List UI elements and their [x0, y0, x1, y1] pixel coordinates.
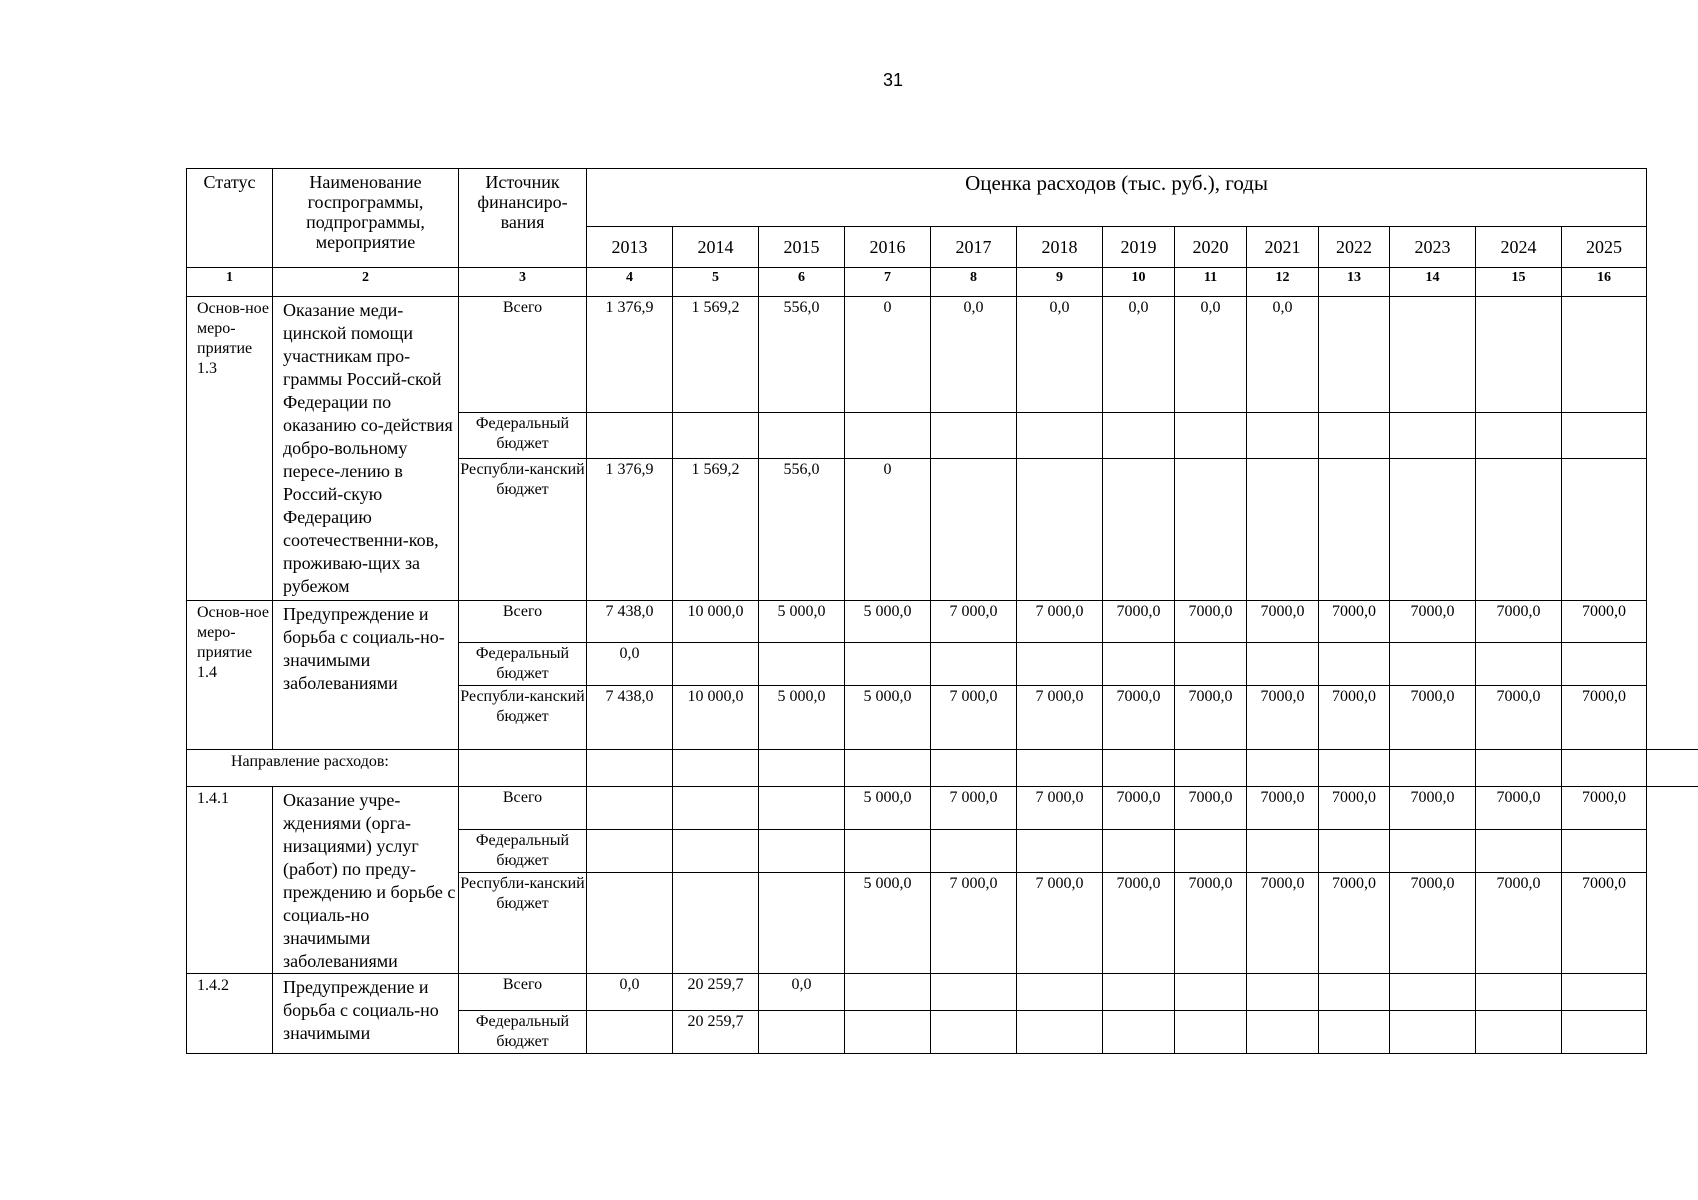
- year-header-2021: 2021: [1247, 227, 1319, 268]
- value-cell-2021: [1247, 830, 1319, 873]
- value-cell-2018: [1017, 413, 1103, 459]
- value-cell-2019: [1103, 643, 1175, 686]
- direction-empty-cell: [1017, 750, 1103, 787]
- value-cell-2023: 7000,0: [1390, 787, 1476, 830]
- direction-empty-cell: [931, 750, 1017, 787]
- value-cell-2016: [845, 830, 931, 873]
- value-cell-2014: [673, 787, 759, 830]
- value-cell-2017: [931, 413, 1017, 459]
- value-cell-2014: [673, 873, 759, 974]
- value-cell-2018: [1017, 830, 1103, 873]
- value-cell-2019: 7000,0: [1103, 601, 1175, 643]
- value-cell-2024: 7000,0: [1476, 686, 1562, 750]
- value-cell-2018: [1017, 643, 1103, 686]
- value-cell-2021: 0,0: [1247, 297, 1319, 413]
- value-cell-2020: [1175, 1011, 1247, 1054]
- header-name: Наименование госпрограммы, подпрограммы, мероприятие: [273, 169, 459, 268]
- row-status: Основ-ное меро-приятие 1.3: [187, 297, 273, 601]
- direction-empty-cell: [845, 750, 931, 787]
- column-number: 5: [673, 268, 759, 297]
- source-federal: Федеральный бюджет: [459, 830, 587, 873]
- value-cell-2024: [1476, 297, 1562, 413]
- value-cell-2015: [759, 1011, 845, 1054]
- value-cell-2023: [1390, 413, 1476, 459]
- value-cell-2025: [1562, 830, 1647, 873]
- source-federal: Федеральный бюджет: [459, 643, 587, 686]
- row-name: Оказание учре-ждениями (орга-низациями) услуг (работ) по преду-преждению и борьбе с социаль-но значимыми заболеваниями: [273, 787, 459, 974]
- value-cell-2013: 1 376,9: [587, 459, 673, 601]
- value-cell-2014: 1 569,2: [673, 459, 759, 601]
- value-cell-2014: 10 000,0: [673, 686, 759, 750]
- header-source: Источник финансиро-вания: [459, 169, 587, 268]
- year-header-2013: 2013: [587, 227, 673, 268]
- value-cell-2024: 7000,0: [1476, 787, 1562, 830]
- direction-empty-cell: [1390, 750, 1476, 787]
- direction-empty-cell: [673, 750, 759, 787]
- value-cell-2016: 5 000,0: [845, 873, 931, 974]
- value-cell-2024: [1476, 413, 1562, 459]
- value-cell-2014: [673, 830, 759, 873]
- value-cell-2023: [1390, 643, 1476, 686]
- value-cell-2022: 7000,0: [1319, 873, 1390, 974]
- value-cell-2017: 7 000,0: [931, 873, 1017, 974]
- value-cell-2015: [759, 787, 845, 830]
- table-row: [187, 601, 1647, 643]
- value-cell-2016: [845, 413, 931, 459]
- value-cell-2016: 0: [845, 297, 931, 413]
- value-cell-2016: 5 000,0: [845, 686, 931, 750]
- row-status: 1.4.1: [187, 787, 273, 974]
- table-body: [187, 297, 1647, 1054]
- value-cell-2023: [1390, 974, 1476, 1011]
- value-cell-2019: [1103, 830, 1175, 873]
- value-cell-2022: [1319, 830, 1390, 873]
- value-cell-2017: [931, 459, 1017, 601]
- value-cell-2020: 7000,0: [1175, 873, 1247, 974]
- value-cell-2020: [1175, 643, 1247, 686]
- value-cell-2021: 7000,0: [1247, 686, 1319, 750]
- value-cell-2013: [587, 1011, 673, 1054]
- value-cell-2021: [1247, 643, 1319, 686]
- value-cell-2021: [1247, 413, 1319, 459]
- table-row: [187, 787, 1647, 830]
- value-cell-2024: [1476, 830, 1562, 873]
- column-number: 7: [845, 268, 931, 297]
- value-cell-2013: 1 376,9: [587, 297, 673, 413]
- value-cell-2013: [587, 873, 673, 974]
- value-cell-2019: [1103, 459, 1175, 601]
- value-cell-2021: 7000,0: [1247, 787, 1319, 830]
- year-header-2014: 2014: [673, 227, 759, 268]
- column-number: 1: [187, 268, 273, 297]
- direction-empty-cell: [459, 750, 587, 787]
- table-row: [187, 297, 1647, 413]
- value-cell-2018: 7 000,0: [1017, 787, 1103, 830]
- source-republic: Республи-канский бюджет: [459, 459, 587, 601]
- value-cell-2023: [1390, 1011, 1476, 1054]
- direction-row-extension-top: [1644, 749, 1698, 750]
- value-cell-2017: 7 000,0: [931, 787, 1017, 830]
- value-cell-2022: [1319, 459, 1390, 601]
- value-cell-2015: [759, 873, 845, 974]
- value-cell-2013: 0,0: [587, 643, 673, 686]
- value-cell-2022: [1319, 1011, 1390, 1054]
- value-cell-2023: [1390, 459, 1476, 601]
- value-cell-2015: 0,0: [759, 974, 845, 1011]
- value-cell-2019: [1103, 1011, 1175, 1054]
- value-cell-2025: [1562, 974, 1647, 1011]
- value-cell-2022: [1319, 974, 1390, 1011]
- value-cell-2014: 1 569,2: [673, 297, 759, 413]
- source-federal: Федеральный бюджет: [459, 413, 587, 459]
- value-cell-2020: 7000,0: [1175, 787, 1247, 830]
- direction-empty-cell: [1562, 750, 1647, 787]
- column-number: 10: [1103, 268, 1175, 297]
- column-number: 15: [1476, 268, 1562, 297]
- value-cell-2016: 5 000,0: [845, 787, 931, 830]
- value-cell-2024: [1476, 974, 1562, 1011]
- column-number: 16: [1562, 268, 1647, 297]
- value-cell-2016: 0: [845, 459, 931, 601]
- value-cell-2017: [931, 643, 1017, 686]
- year-header-2016: 2016: [845, 227, 931, 268]
- value-cell-2022: 7000,0: [1319, 686, 1390, 750]
- value-cell-2020: 7000,0: [1175, 686, 1247, 750]
- value-cell-2015: 5 000,0: [759, 601, 845, 643]
- page-number: 31: [882, 70, 904, 90]
- value-cell-2019: [1103, 413, 1175, 459]
- value-cell-2024: [1476, 459, 1562, 601]
- value-cell-2022: 7000,0: [1319, 601, 1390, 643]
- year-header-2023: 2023: [1390, 227, 1476, 268]
- direction-row: [187, 750, 1647, 787]
- value-cell-2020: [1175, 459, 1247, 601]
- value-cell-2022: [1319, 297, 1390, 413]
- direction-empty-cell: [1476, 750, 1562, 787]
- value-cell-2013: 0,0: [587, 974, 673, 1011]
- value-cell-2021: [1247, 459, 1319, 601]
- source-total: Всего: [459, 787, 587, 830]
- value-cell-2014: [673, 643, 759, 686]
- value-cell-2022: [1319, 643, 1390, 686]
- column-number: 8: [931, 268, 1017, 297]
- column-number: 9: [1017, 268, 1103, 297]
- value-cell-2018: [1017, 459, 1103, 601]
- year-header-2019: 2019: [1103, 227, 1175, 268]
- value-cell-2020: 0,0: [1175, 297, 1247, 413]
- source-federal: Федеральный бюджет: [459, 1011, 587, 1054]
- value-cell-2025: [1562, 643, 1647, 686]
- value-cell-2023: [1390, 297, 1476, 413]
- value-cell-2018: 7 000,0: [1017, 873, 1103, 974]
- value-cell-2018: [1017, 974, 1103, 1011]
- value-cell-2015: [759, 830, 845, 873]
- value-cell-2017: [931, 974, 1017, 1011]
- source-republic: Республи-канский бюджет: [459, 873, 587, 974]
- header-expense-title: Оценка расходов (тыс. руб.), годы: [587, 169, 1647, 227]
- direction-empty-cell: [1247, 750, 1319, 787]
- column-number: 11: [1175, 268, 1247, 297]
- row-status: Основ-ное меро-приятие 1.4: [187, 601, 273, 750]
- column-number: 3: [459, 268, 587, 297]
- year-header-2015: 2015: [759, 227, 845, 268]
- direction-empty-cell: [1103, 750, 1175, 787]
- year-header-2017: 2017: [931, 227, 1017, 268]
- value-cell-2017: [931, 830, 1017, 873]
- value-cell-2017: 7 000,0: [931, 686, 1017, 750]
- value-cell-2018: 7 000,0: [1017, 686, 1103, 750]
- year-header-2025: 2025: [1562, 227, 1647, 268]
- value-cell-2016: [845, 643, 931, 686]
- year-header-2022: 2022: [1319, 227, 1390, 268]
- value-cell-2025: [1562, 459, 1647, 601]
- value-cell-2019: 7000,0: [1103, 873, 1175, 974]
- value-cell-2013: 7 438,0: [587, 686, 673, 750]
- value-cell-2018: [1017, 1011, 1103, 1054]
- source-total: Всего: [459, 601, 587, 643]
- value-cell-2020: 7000,0: [1175, 601, 1247, 643]
- value-cell-2025: [1562, 1011, 1647, 1054]
- value-cell-2024: [1476, 643, 1562, 686]
- row-status: 1.4.2: [187, 974, 273, 1054]
- value-cell-2024: 7000,0: [1476, 873, 1562, 974]
- value-cell-2020: [1175, 830, 1247, 873]
- value-cell-2025: 7000,0: [1562, 787, 1647, 830]
- direction-label: Направление расходов:: [187, 750, 459, 787]
- value-cell-2023: 7000,0: [1390, 601, 1476, 643]
- value-cell-2016: [845, 974, 931, 1011]
- direction-empty-cell: [1319, 750, 1390, 787]
- column-number: 14: [1390, 268, 1476, 297]
- value-cell-2013: [587, 830, 673, 873]
- value-cell-2020: [1175, 413, 1247, 459]
- source-total: Всего: [459, 297, 587, 413]
- value-cell-2016: 5 000,0: [845, 601, 931, 643]
- year-header-2024: 2024: [1476, 227, 1562, 268]
- column-numbers-row: [187, 268, 1647, 297]
- value-cell-2015: 556,0: [759, 297, 845, 413]
- direction-row-extension-bottom: [1644, 786, 1698, 787]
- value-cell-2025: 7000,0: [1562, 686, 1647, 750]
- value-cell-2025: [1562, 297, 1647, 413]
- value-cell-2022: [1319, 413, 1390, 459]
- row-name: Оказание меди-цинской помощи участникам про-граммы Россий-ской Федерации по оказанию со-действия добро-вольному пересе-лению в Россий-скую Федерацию соотечественни-ков, проживаю-щих за рубежом: [273, 297, 459, 601]
- value-cell-2024: [1476, 1011, 1562, 1054]
- value-cell-2013: [587, 413, 673, 459]
- value-cell-2025: 7000,0: [1562, 873, 1647, 974]
- value-cell-2019: 7000,0: [1103, 787, 1175, 830]
- source-total: Всего: [459, 974, 587, 1011]
- value-cell-2015: [759, 643, 845, 686]
- budget-table: [186, 168, 1647, 1054]
- value-cell-2019: 0,0: [1103, 297, 1175, 413]
- value-cell-2015: 556,0: [759, 459, 845, 601]
- column-number: 2: [273, 268, 459, 297]
- row-name: Предупреждение и борьба с социаль-но значимыми: [273, 974, 459, 1054]
- direction-empty-cell: [1175, 750, 1247, 787]
- value-cell-2014: 10 000,0: [673, 601, 759, 643]
- value-cell-2018: 0,0: [1017, 297, 1103, 413]
- value-cell-2024: 7000,0: [1476, 601, 1562, 643]
- value-cell-2013: [587, 787, 673, 830]
- value-cell-2017: [931, 1011, 1017, 1054]
- value-cell-2015: 5 000,0: [759, 686, 845, 750]
- value-cell-2014: 20 259,7: [673, 1011, 759, 1054]
- value-cell-2020: [1175, 974, 1247, 1011]
- value-cell-2023: 7000,0: [1390, 873, 1476, 974]
- value-cell-2023: 7000,0: [1390, 686, 1476, 750]
- value-cell-2017: 7 000,0: [931, 601, 1017, 643]
- value-cell-2021: [1247, 1011, 1319, 1054]
- direction-empty-cell: [759, 750, 845, 787]
- value-cell-2019: 7000,0: [1103, 686, 1175, 750]
- year-header-2020: 2020: [1175, 227, 1247, 268]
- column-number: 12: [1247, 268, 1319, 297]
- header-status: Статус: [187, 169, 273, 268]
- value-cell-2014: [673, 413, 759, 459]
- row-name: Предупреждение и борьба с социаль-но-значимыми заболеваниями: [273, 601, 459, 750]
- direction-empty-cell: [587, 750, 673, 787]
- source-republic: Республи-канский бюджет: [459, 686, 587, 750]
- column-number: 13: [1319, 268, 1390, 297]
- value-cell-2019: [1103, 974, 1175, 1011]
- value-cell-2023: [1390, 830, 1476, 873]
- value-cell-2021: 7000,0: [1247, 601, 1319, 643]
- value-cell-2017: 0,0: [931, 297, 1017, 413]
- table-row: [187, 974, 1647, 1011]
- value-cell-2018: 7 000,0: [1017, 601, 1103, 643]
- column-number: 6: [759, 268, 845, 297]
- value-cell-2021: 7000,0: [1247, 873, 1319, 974]
- value-cell-2015: [759, 413, 845, 459]
- column-number: 4: [587, 268, 673, 297]
- value-cell-2022: 7000,0: [1319, 787, 1390, 830]
- value-cell-2014: 20 259,7: [673, 974, 759, 1011]
- year-header-2018: 2018: [1017, 227, 1103, 268]
- value-cell-2021: [1247, 974, 1319, 1011]
- value-cell-2025: 7000,0: [1562, 601, 1647, 643]
- value-cell-2016: [845, 1011, 931, 1054]
- value-cell-2013: 7 438,0: [587, 601, 673, 643]
- value-cell-2025: [1562, 413, 1647, 459]
